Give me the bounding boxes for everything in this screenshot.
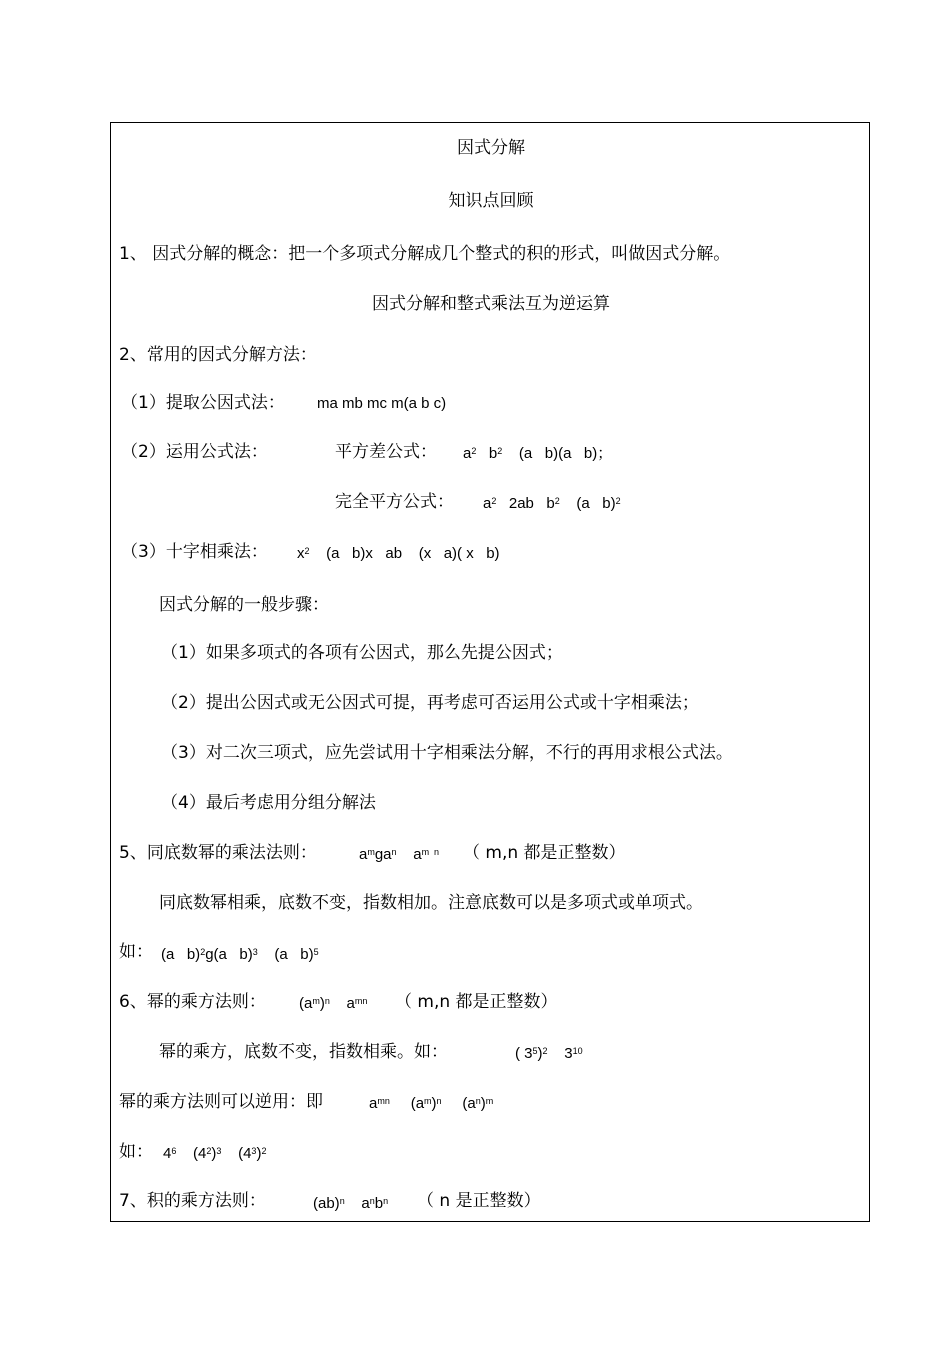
steps-title: 因式分解的一般步骤： (159, 595, 329, 615)
section-subtitle: 知识点回顾 (448, 191, 534, 211)
rule7-formula: (ab)$^n$ $a^nb^n$ (313, 1195, 389, 1212)
square-diff-formula: $a^2$ $b^2$ (a b)(a b)； (463, 445, 613, 462)
rule6-example-label: 如： (119, 1142, 153, 1162)
item1-definition: 1、 因式分解的概念：把一个多项式分解成几个整式的积的形式，叫做因式分解。 (119, 244, 731, 264)
rule5-description: 同底数幂相乘，底数不变，指数相加。注意底数可以是多项式或单项式。 (159, 893, 703, 913)
rule6-description: 幂的乘方，底数不变，指数相乘。如： (159, 1042, 448, 1062)
rule7-note: （ n 是正整数） (417, 1191, 541, 1211)
rule5-formula: $a^mga^n$ $a^{m n}$ (359, 846, 440, 863)
rule5-note: （ m,n 都是正整数） (463, 843, 626, 863)
method3-label: （3）十字相乘法： (121, 542, 268, 562)
rule6-inverse-example: $4^6$ $(4^2)^3$ $(4^3)^2$ (163, 1145, 267, 1162)
method1-label: （1）提取公因式法： (121, 393, 285, 413)
rule6-formula: $(a^m)^n$ $a^{mn}$ (299, 995, 368, 1012)
rule6-note: （ m,n 都是正整数） (395, 992, 558, 1012)
rule5-label: 5、同底数幂的乘法法则： (119, 843, 317, 863)
cross-multiply-formula: $x^2$ (a b)x ab (x a)( x b) (297, 545, 500, 562)
step-1: （1）如果多项式的各项有公因式，那么先提公因式； (161, 643, 563, 663)
rule6-inverse-label: 幂的乘方法则可以逆用：即 (119, 1092, 323, 1112)
perfect-square-formula: $a^2$ 2ab $b^2$ (a b)$^2$ (483, 495, 621, 512)
rule5-example-label: 如： (119, 942, 153, 962)
rule6-label: 6、幂的乘方法则： (119, 992, 266, 1012)
method1-formula: ma mb mc m(a b c) (317, 395, 447, 412)
rule6-example-formula: ( $3^5)^2$ $3^{10}$ (515, 1045, 583, 1062)
rule7-label: 7、积的乘方法则： (119, 1191, 266, 1211)
square-diff-label: 平方差公式： (335, 442, 437, 462)
step-2: （2）提出公因式或无公因式可提，再考虑可否运用公式或十字相乘法； (161, 693, 699, 713)
step-4: （4）最后考虑用分组分解法 (161, 793, 376, 813)
step-3: （3）对二次三项式，应先尝试用十字相乘法分解，不行的再用求根公式法。 (161, 743, 733, 763)
perfect-square-label: 完全平方公式： (335, 492, 454, 512)
item2-heading: 2、常用的因式分解方法： (119, 345, 317, 365)
content-box (110, 122, 870, 1222)
page-title: 因式分解 (457, 138, 525, 158)
rule6-inverse-formula: $a^{mn}$ $(a^m)^n$ $(a^n)^m$ (369, 1095, 494, 1112)
rule5-example-formula: (a b)$^2$g(a b)$^3$ (a b)$^5$ (161, 946, 319, 963)
method2-label: （2）运用公式法： (121, 442, 268, 462)
item1-note: 因式分解和整式乘法互为逆运算 (372, 294, 610, 314)
